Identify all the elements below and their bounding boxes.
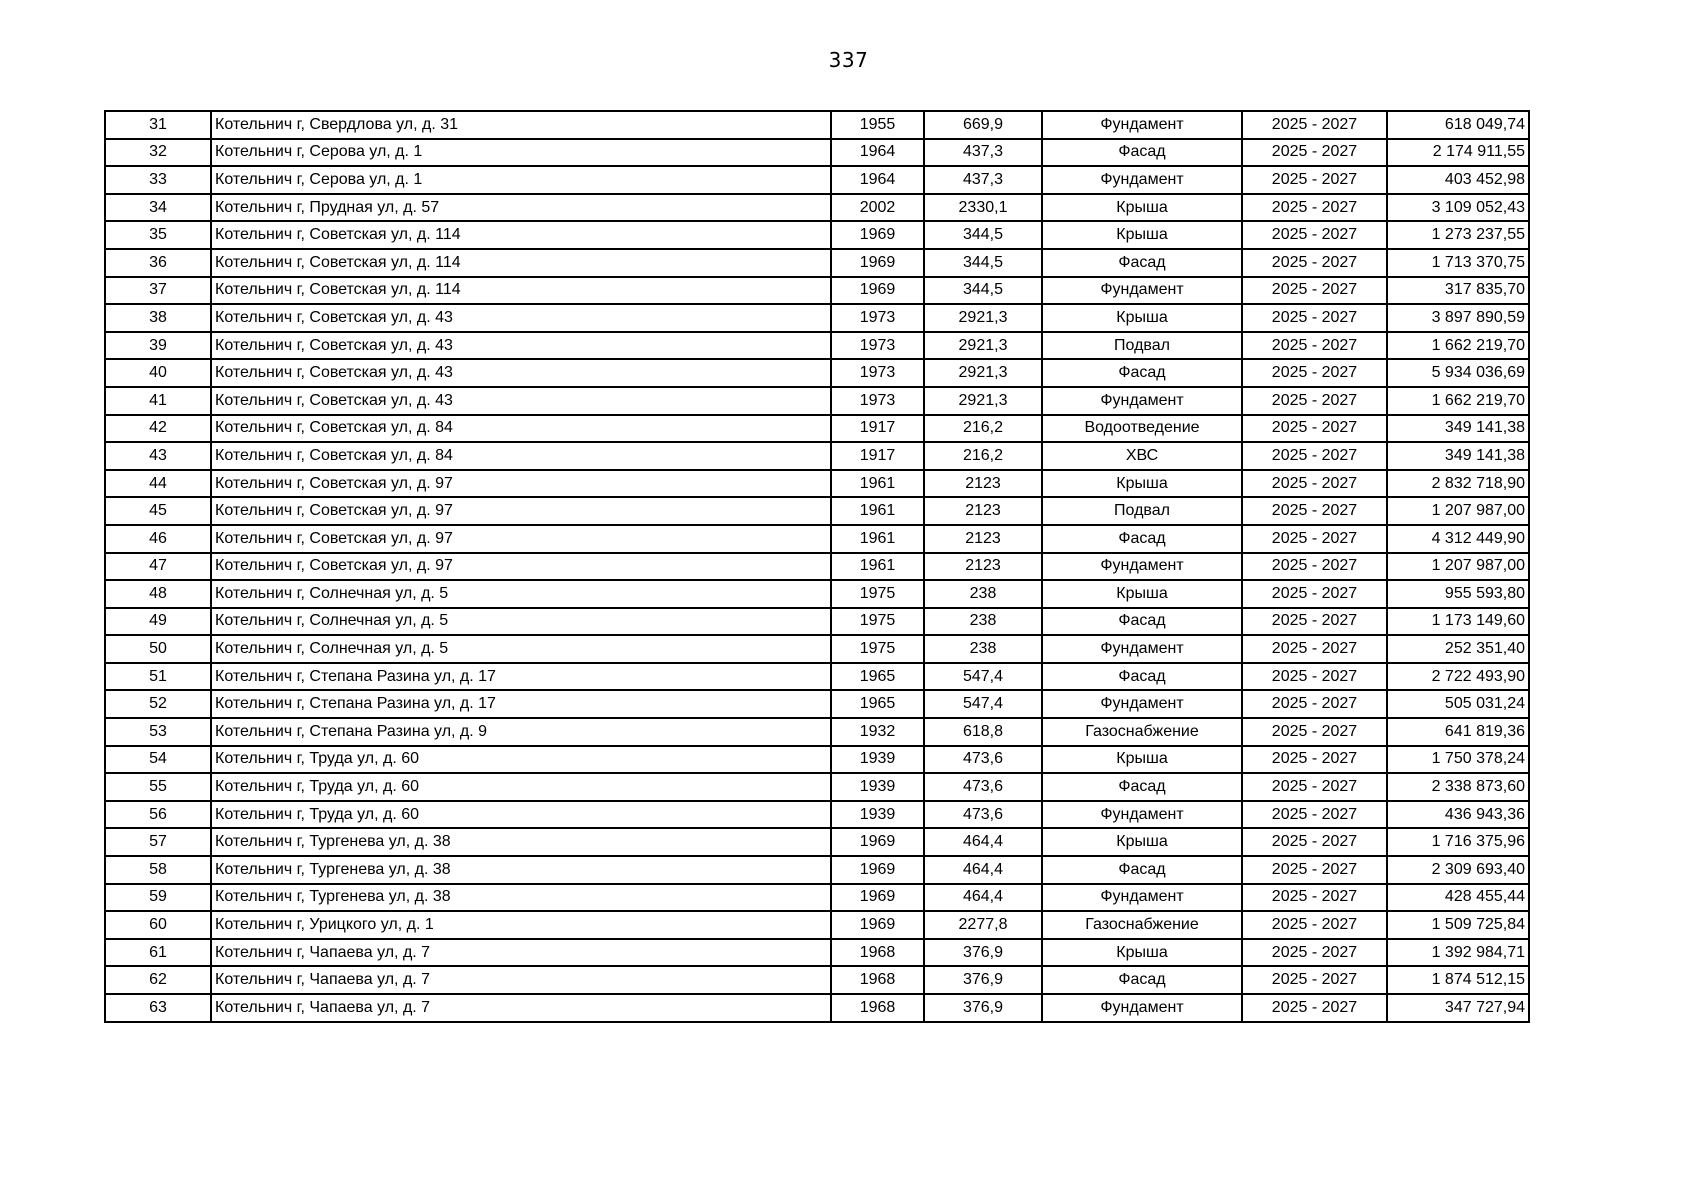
cost-cell: 4 312 449,90 bbox=[1387, 525, 1529, 553]
work-type-cell: Крыша bbox=[1042, 221, 1242, 249]
table-row bbox=[105, 911, 1529, 939]
address-cell: Котельнич г, Серова ул, д. 1 bbox=[211, 166, 831, 194]
cost-cell: 349 141,38 bbox=[1387, 415, 1529, 443]
work-type-cell: Крыша bbox=[1042, 746, 1242, 774]
period-cell: 2025 - 2027 bbox=[1242, 387, 1387, 415]
work-type-cell: Фасад bbox=[1042, 139, 1242, 167]
area-cell: 464,4 bbox=[924, 828, 1042, 856]
page-number: 337 bbox=[828, 48, 869, 72]
table-row bbox=[105, 387, 1529, 415]
period-cell: 2025 - 2027 bbox=[1242, 332, 1387, 360]
period-cell: 2025 - 2027 bbox=[1242, 442, 1387, 470]
row-number-cell: 50 bbox=[105, 635, 211, 663]
address-cell: Котельнич г, Труда ул, д. 60 bbox=[211, 773, 831, 801]
work-type-cell: Водоотведение bbox=[1042, 415, 1242, 443]
year-built-cell: 1939 bbox=[831, 773, 924, 801]
year-built-cell: 1969 bbox=[831, 221, 924, 249]
row-number-cell: 43 bbox=[105, 442, 211, 470]
cost-cell: 1 713 370,75 bbox=[1387, 249, 1529, 277]
table-row bbox=[105, 359, 1529, 387]
cost-cell: 1 173 149,60 bbox=[1387, 608, 1529, 636]
area-cell: 437,3 bbox=[924, 166, 1042, 194]
cost-cell: 2 722 493,90 bbox=[1387, 663, 1529, 691]
period-cell: 2025 - 2027 bbox=[1242, 194, 1387, 222]
area-cell: 618,8 bbox=[924, 718, 1042, 746]
year-built-cell: 1961 bbox=[831, 525, 924, 553]
repair-schedule-table bbox=[104, 110, 1530, 1023]
area-cell: 2123 bbox=[924, 470, 1042, 498]
area-cell: 376,9 bbox=[924, 994, 1042, 1022]
address-cell: Котельнич г, Урицкого ул, д. 1 bbox=[211, 911, 831, 939]
area-cell: 437,3 bbox=[924, 139, 1042, 167]
address-cell: Котельнич г, Советская ул, д. 97 bbox=[211, 497, 831, 525]
address-cell: Котельнич г, Солнечная ул, д. 5 bbox=[211, 608, 831, 636]
row-number-cell: 55 bbox=[105, 773, 211, 801]
table-row bbox=[105, 304, 1529, 332]
table-row bbox=[105, 525, 1529, 553]
row-number-cell: 40 bbox=[105, 359, 211, 387]
work-type-cell: Фасад bbox=[1042, 525, 1242, 553]
table-row bbox=[105, 442, 1529, 470]
period-cell: 2025 - 2027 bbox=[1242, 635, 1387, 663]
work-type-cell: Газоснабжение bbox=[1042, 718, 1242, 746]
cost-cell: 252 351,40 bbox=[1387, 635, 1529, 663]
cost-cell: 955 593,80 bbox=[1387, 580, 1529, 608]
period-cell: 2025 - 2027 bbox=[1242, 415, 1387, 443]
year-built-cell: 1965 bbox=[831, 663, 924, 691]
table-row bbox=[105, 553, 1529, 581]
year-built-cell: 1968 bbox=[831, 939, 924, 967]
address-cell: Котельнич г, Советская ул, д. 97 bbox=[211, 525, 831, 553]
work-type-cell: Фасад bbox=[1042, 663, 1242, 691]
period-cell: 2025 - 2027 bbox=[1242, 994, 1387, 1022]
period-cell: 2025 - 2027 bbox=[1242, 139, 1387, 167]
address-cell: Котельнич г, Советская ул, д. 43 bbox=[211, 332, 831, 360]
area-cell: 2123 bbox=[924, 525, 1042, 553]
table-row bbox=[105, 690, 1529, 718]
row-number-cell: 33 bbox=[105, 166, 211, 194]
work-type-cell: Фундамент bbox=[1042, 387, 1242, 415]
period-cell: 2025 - 2027 bbox=[1242, 718, 1387, 746]
year-built-cell: 1969 bbox=[831, 277, 924, 305]
work-type-cell: Подвал bbox=[1042, 332, 1242, 360]
year-built-cell: 1965 bbox=[831, 690, 924, 718]
period-cell: 2025 - 2027 bbox=[1242, 663, 1387, 691]
address-cell: Котельнич г, Советская ул, д. 114 bbox=[211, 249, 831, 277]
period-cell: 2025 - 2027 bbox=[1242, 249, 1387, 277]
work-type-cell: Фундамент bbox=[1042, 801, 1242, 829]
row-number-cell: 58 bbox=[105, 856, 211, 884]
area-cell: 238 bbox=[924, 635, 1042, 663]
table-row bbox=[105, 166, 1529, 194]
year-built-cell: 1973 bbox=[831, 304, 924, 332]
cost-cell: 641 819,36 bbox=[1387, 718, 1529, 746]
address-cell: Котельнич г, Советская ул, д. 97 bbox=[211, 553, 831, 581]
address-cell: Котельнич г, Солнечная ул, д. 5 bbox=[211, 580, 831, 608]
table-row bbox=[105, 139, 1529, 167]
work-type-cell: Подвал bbox=[1042, 497, 1242, 525]
area-cell: 238 bbox=[924, 608, 1042, 636]
table-body bbox=[105, 111, 1529, 1022]
work-type-cell: Крыша bbox=[1042, 939, 1242, 967]
period-cell: 2025 - 2027 bbox=[1242, 884, 1387, 912]
area-cell: 547,4 bbox=[924, 690, 1042, 718]
area-cell: 2123 bbox=[924, 497, 1042, 525]
area-cell: 669,9 bbox=[924, 111, 1042, 139]
period-cell: 2025 - 2027 bbox=[1242, 911, 1387, 939]
cost-cell: 1 207 987,00 bbox=[1387, 497, 1529, 525]
period-cell: 2025 - 2027 bbox=[1242, 497, 1387, 525]
work-type-cell: Крыша bbox=[1042, 304, 1242, 332]
address-cell: Котельнич г, Степана Разина ул, д. 17 bbox=[211, 690, 831, 718]
period-cell: 2025 - 2027 bbox=[1242, 470, 1387, 498]
table-row bbox=[105, 828, 1529, 856]
row-number-cell: 37 bbox=[105, 277, 211, 305]
cost-cell: 2 309 693,40 bbox=[1387, 856, 1529, 884]
work-type-cell: Фундамент bbox=[1042, 111, 1242, 139]
row-number-cell: 32 bbox=[105, 139, 211, 167]
work-type-cell: Фундамент bbox=[1042, 635, 1242, 663]
year-built-cell: 1969 bbox=[831, 884, 924, 912]
table-row bbox=[105, 773, 1529, 801]
period-cell: 2025 - 2027 bbox=[1242, 304, 1387, 332]
period-cell: 2025 - 2027 bbox=[1242, 690, 1387, 718]
area-cell: 238 bbox=[924, 580, 1042, 608]
work-type-cell: Фасад bbox=[1042, 966, 1242, 994]
row-number-cell: 47 bbox=[105, 553, 211, 581]
table-row bbox=[105, 939, 1529, 967]
work-type-cell: Фундамент bbox=[1042, 553, 1242, 581]
year-built-cell: 1975 bbox=[831, 580, 924, 608]
row-number-cell: 42 bbox=[105, 415, 211, 443]
year-built-cell: 1969 bbox=[831, 249, 924, 277]
area-cell: 473,6 bbox=[924, 773, 1042, 801]
cost-cell: 1 509 725,84 bbox=[1387, 911, 1529, 939]
row-number-cell: 53 bbox=[105, 718, 211, 746]
year-built-cell: 1973 bbox=[831, 332, 924, 360]
cost-cell: 1 662 219,70 bbox=[1387, 332, 1529, 360]
row-number-cell: 46 bbox=[105, 525, 211, 553]
row-number-cell: 36 bbox=[105, 249, 211, 277]
cost-cell: 5 934 036,69 bbox=[1387, 359, 1529, 387]
row-number-cell: 56 bbox=[105, 801, 211, 829]
period-cell: 2025 - 2027 bbox=[1242, 111, 1387, 139]
cost-cell: 1 750 378,24 bbox=[1387, 746, 1529, 774]
year-built-cell: 1932 bbox=[831, 718, 924, 746]
table-row bbox=[105, 966, 1529, 994]
table-row bbox=[105, 801, 1529, 829]
year-built-cell: 1964 bbox=[831, 166, 924, 194]
work-type-cell: Фундамент bbox=[1042, 690, 1242, 718]
cost-cell: 3 897 890,59 bbox=[1387, 304, 1529, 332]
address-cell: Котельнич г, Советская ул, д. 43 bbox=[211, 304, 831, 332]
cost-cell: 436 943,36 bbox=[1387, 801, 1529, 829]
cost-cell: 505 031,24 bbox=[1387, 690, 1529, 718]
work-type-cell: Фасад bbox=[1042, 249, 1242, 277]
address-cell: Котельнич г, Советская ул, д. 84 bbox=[211, 415, 831, 443]
cost-cell: 1 273 237,55 bbox=[1387, 221, 1529, 249]
year-built-cell: 1917 bbox=[831, 415, 924, 443]
address-cell: Котельнич г, Труда ул, д. 60 bbox=[211, 746, 831, 774]
year-built-cell: 1939 bbox=[831, 801, 924, 829]
period-cell: 2025 - 2027 bbox=[1242, 966, 1387, 994]
year-built-cell: 1917 bbox=[831, 442, 924, 470]
area-cell: 464,4 bbox=[924, 856, 1042, 884]
table-row bbox=[105, 497, 1529, 525]
table-row bbox=[105, 470, 1529, 498]
area-cell: 344,5 bbox=[924, 221, 1042, 249]
row-number-cell: 57 bbox=[105, 828, 211, 856]
cost-cell: 2 174 911,55 bbox=[1387, 139, 1529, 167]
year-built-cell: 1961 bbox=[831, 470, 924, 498]
period-cell: 2025 - 2027 bbox=[1242, 525, 1387, 553]
row-number-cell: 49 bbox=[105, 608, 211, 636]
row-number-cell: 39 bbox=[105, 332, 211, 360]
area-cell: 216,2 bbox=[924, 442, 1042, 470]
period-cell: 2025 - 2027 bbox=[1242, 828, 1387, 856]
period-cell: 2025 - 2027 bbox=[1242, 773, 1387, 801]
table-row bbox=[105, 277, 1529, 305]
year-built-cell: 2002 bbox=[831, 194, 924, 222]
table-row bbox=[105, 608, 1529, 636]
address-cell: Котельнич г, Советская ул, д. 43 bbox=[211, 387, 831, 415]
area-cell: 2921,3 bbox=[924, 359, 1042, 387]
table-row bbox=[105, 194, 1529, 222]
table-row bbox=[105, 994, 1529, 1022]
address-cell: Котельнич г, Советская ул, д. 84 bbox=[211, 442, 831, 470]
table-row bbox=[105, 884, 1529, 912]
cost-cell: 349 141,38 bbox=[1387, 442, 1529, 470]
address-cell: Котельнич г, Тургенева ул, д. 38 bbox=[211, 828, 831, 856]
row-number-cell: 52 bbox=[105, 690, 211, 718]
period-cell: 2025 - 2027 bbox=[1242, 221, 1387, 249]
address-cell: Котельнич г, Советская ул, д. 43 bbox=[211, 359, 831, 387]
row-number-cell: 35 bbox=[105, 221, 211, 249]
year-built-cell: 1969 bbox=[831, 856, 924, 884]
table-row bbox=[105, 249, 1529, 277]
period-cell: 2025 - 2027 bbox=[1242, 746, 1387, 774]
period-cell: 2025 - 2027 bbox=[1242, 801, 1387, 829]
year-built-cell: 1968 bbox=[831, 994, 924, 1022]
address-cell: Котельнич г, Тургенева ул, д. 38 bbox=[211, 856, 831, 884]
year-built-cell: 1975 bbox=[831, 608, 924, 636]
row-number-cell: 59 bbox=[105, 884, 211, 912]
year-built-cell: 1975 bbox=[831, 635, 924, 663]
address-cell: Котельнич г, Степана Разина ул, д. 17 bbox=[211, 663, 831, 691]
year-built-cell: 1964 bbox=[831, 139, 924, 167]
period-cell: 2025 - 2027 bbox=[1242, 608, 1387, 636]
row-number-cell: 54 bbox=[105, 746, 211, 774]
row-number-cell: 61 bbox=[105, 939, 211, 967]
period-cell: 2025 - 2027 bbox=[1242, 359, 1387, 387]
year-built-cell: 1968 bbox=[831, 966, 924, 994]
cost-cell: 1 662 219,70 bbox=[1387, 387, 1529, 415]
area-cell: 464,4 bbox=[924, 884, 1042, 912]
row-number-cell: 31 bbox=[105, 111, 211, 139]
year-built-cell: 1973 bbox=[831, 359, 924, 387]
table-row bbox=[105, 663, 1529, 691]
cost-cell: 1 716 375,96 bbox=[1387, 828, 1529, 856]
row-number-cell: 45 bbox=[105, 497, 211, 525]
row-number-cell: 51 bbox=[105, 663, 211, 691]
cost-cell: 1 874 512,15 bbox=[1387, 966, 1529, 994]
row-number-cell: 34 bbox=[105, 194, 211, 222]
table-row bbox=[105, 332, 1529, 360]
row-number-cell: 60 bbox=[105, 911, 211, 939]
work-type-cell: Фасад bbox=[1042, 773, 1242, 801]
work-type-cell: Крыша bbox=[1042, 580, 1242, 608]
area-cell: 473,6 bbox=[924, 801, 1042, 829]
table-row bbox=[105, 415, 1529, 443]
row-number-cell: 63 bbox=[105, 994, 211, 1022]
table-row bbox=[105, 856, 1529, 884]
year-built-cell: 1961 bbox=[831, 497, 924, 525]
address-cell: Котельнич г, Чапаева ул, д. 7 bbox=[211, 939, 831, 967]
area-cell: 344,5 bbox=[924, 249, 1042, 277]
year-built-cell: 1969 bbox=[831, 828, 924, 856]
year-built-cell: 1973 bbox=[831, 387, 924, 415]
work-type-cell: Крыша bbox=[1042, 470, 1242, 498]
area-cell: 216,2 bbox=[924, 415, 1042, 443]
address-cell: Котельнич г, Чапаева ул, д. 7 bbox=[211, 966, 831, 994]
table-row bbox=[105, 746, 1529, 774]
row-number-cell: 48 bbox=[105, 580, 211, 608]
cost-cell: 317 835,70 bbox=[1387, 277, 1529, 305]
period-cell: 2025 - 2027 bbox=[1242, 580, 1387, 608]
work-type-cell: Фасад bbox=[1042, 608, 1242, 636]
address-cell: Котельнич г, Советская ул, д. 97 bbox=[211, 470, 831, 498]
year-built-cell: 1939 bbox=[831, 746, 924, 774]
period-cell: 2025 - 2027 bbox=[1242, 166, 1387, 194]
address-cell: Котельнич г, Советская ул, д. 114 bbox=[211, 221, 831, 249]
period-cell: 2025 - 2027 bbox=[1242, 856, 1387, 884]
year-built-cell: 1969 bbox=[831, 911, 924, 939]
row-number-cell: 44 bbox=[105, 470, 211, 498]
table-row bbox=[105, 635, 1529, 663]
address-cell: Котельнич г, Солнечная ул, д. 5 bbox=[211, 635, 831, 663]
table-row bbox=[105, 580, 1529, 608]
table-row bbox=[105, 221, 1529, 249]
cost-cell: 428 455,44 bbox=[1387, 884, 1529, 912]
row-number-cell: 62 bbox=[105, 966, 211, 994]
area-cell: 2330,1 bbox=[924, 194, 1042, 222]
address-cell: Котельнич г, Прудная ул, д. 57 bbox=[211, 194, 831, 222]
work-type-cell: Газоснабжение bbox=[1042, 911, 1242, 939]
cost-cell: 618 049,74 bbox=[1387, 111, 1529, 139]
cost-cell: 2 338 873,60 bbox=[1387, 773, 1529, 801]
period-cell: 2025 - 2027 bbox=[1242, 277, 1387, 305]
address-cell: Котельнич г, Труда ул, д. 60 bbox=[211, 801, 831, 829]
cost-cell: 1 392 984,71 bbox=[1387, 939, 1529, 967]
address-cell: Котельнич г, Советская ул, д. 114 bbox=[211, 277, 831, 305]
address-cell: Котельнич г, Чапаева ул, д. 7 bbox=[211, 994, 831, 1022]
year-built-cell: 1955 bbox=[831, 111, 924, 139]
area-cell: 2921,3 bbox=[924, 387, 1042, 415]
year-built-cell: 1961 bbox=[831, 553, 924, 581]
cost-cell: 347 727,94 bbox=[1387, 994, 1529, 1022]
area-cell: 2277,8 bbox=[924, 911, 1042, 939]
cost-cell: 3 109 052,43 bbox=[1387, 194, 1529, 222]
area-cell: 376,9 bbox=[924, 939, 1042, 967]
row-number-cell: 41 bbox=[105, 387, 211, 415]
table-row bbox=[105, 111, 1529, 139]
area-cell: 473,6 bbox=[924, 746, 1042, 774]
address-cell: Котельнич г, Серова ул, д. 1 bbox=[211, 139, 831, 167]
area-cell: 2123 bbox=[924, 553, 1042, 581]
work-type-cell: ХВС bbox=[1042, 442, 1242, 470]
cost-cell: 1 207 987,00 bbox=[1387, 553, 1529, 581]
work-type-cell: Фасад bbox=[1042, 856, 1242, 884]
area-cell: 2921,3 bbox=[924, 332, 1042, 360]
work-type-cell: Фасад bbox=[1042, 359, 1242, 387]
area-cell: 2921,3 bbox=[924, 304, 1042, 332]
work-type-cell: Фундамент bbox=[1042, 884, 1242, 912]
table-row bbox=[105, 718, 1529, 746]
work-type-cell: Крыша bbox=[1042, 828, 1242, 856]
work-type-cell: Крыша bbox=[1042, 194, 1242, 222]
area-cell: 376,9 bbox=[924, 966, 1042, 994]
period-cell: 2025 - 2027 bbox=[1242, 553, 1387, 581]
address-cell: Котельнич г, Степана Разина ул, д. 9 bbox=[211, 718, 831, 746]
cost-cell: 2 832 718,90 bbox=[1387, 470, 1529, 498]
work-type-cell: Фундамент bbox=[1042, 994, 1242, 1022]
row-number-cell: 38 bbox=[105, 304, 211, 332]
period-cell: 2025 - 2027 bbox=[1242, 939, 1387, 967]
area-cell: 344,5 bbox=[924, 277, 1042, 305]
area-cell: 547,4 bbox=[924, 663, 1042, 691]
work-type-cell: Фундамент bbox=[1042, 277, 1242, 305]
work-type-cell: Фундамент bbox=[1042, 166, 1242, 194]
address-cell: Котельнич г, Тургенева ул, д. 38 bbox=[211, 884, 831, 912]
cost-cell: 403 452,98 bbox=[1387, 166, 1529, 194]
address-cell: Котельнич г, Свердлова ул, д. 31 bbox=[211, 111, 831, 139]
